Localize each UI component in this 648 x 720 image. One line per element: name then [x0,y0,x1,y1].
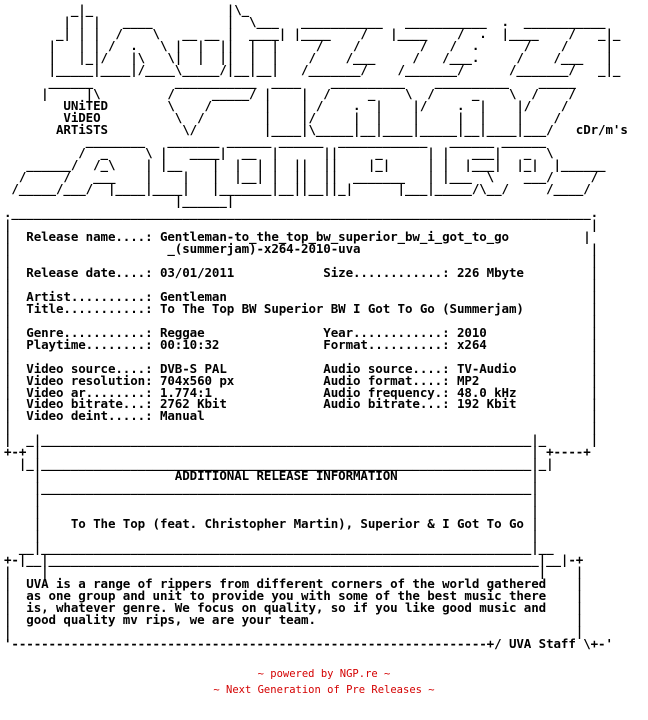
info-box-line: | Release name....: Gentleman-to_the_top_bw_superior_bw_i_got_to_go | [4,229,591,245]
info-box-line: | | [4,217,599,233]
info-box-line: | Video deint.....: Manual | [4,408,599,424]
info-box-line: | | [4,276,599,292]
info-box-line: | _|__________________________________________________________________|_ | [4,432,599,448]
info-box-line: | | | | [4,563,584,579]
info-box-line: | | [4,312,599,328]
info-box-line: | | [4,420,599,436]
info-box-line: +-|__|__________________________________________________________________|__|-+ [4,551,584,567]
info-box-line: | Release date....: 03/01/2011 Size............: 226 Mbyte | [4,264,599,280]
info-box-line: | | [4,623,584,639]
info-box-line: .______________________________________________________________________________. [4,205,599,221]
info-box-line: | Playtime........: 00:10:32 Format..........: x264 | [4,336,599,352]
info-box-line: | as one group and unit to provide you with some of the best music there | [4,587,584,603]
powered-by-footer: ~ powered by NGP.re ~ [257,668,391,680]
info-box-line: '----------------------------------------------------------------+/ UVA Staff \+-' [4,635,613,651]
info-box-line: | Title...........: To The Top BW Superior BW I Got To Go (Summerjam) | [4,300,599,316]
info-box-line: | Artist..........: Gentleman | [4,288,599,304]
info-box-line: | Video bitrate...: 2762 Kbit Audio bitrate...: 192 Kbit | [4,396,599,412]
info-box-line: | | [33,504,539,520]
info-box-line: |_|__________________________________________________________________|_| [18,456,554,472]
info-box-line: | | [4,253,599,269]
info-box-line: | | [33,527,539,543]
info-box-line: | Video ar........: 1.774:1 Audio frequency.: 48.0 kHz | [4,384,599,400]
nfo-ascii-document [4,4,628,649]
info-box-line: __|__________________________________________________________________|__ [18,539,554,555]
info-box-line: +-+ | | +----+ [4,444,591,460]
info-box-line: | ADDITIONAL RELEASE INFORMATION | [33,468,539,484]
info-box-line: | good quality mv rips, we are your team. | [4,611,584,627]
info-box-line: | To The Top (feat. Christopher Martin), Superior & I Got To Go | [33,515,539,531]
info-box-line: | Genre...........: Reggae Year............: 2010 | [4,324,599,340]
info-box-line: | Video source....: DVB-S PAL Audio source....: TV-Audio | [4,360,599,376]
info-box-line: |__________________________________________________________________| [33,480,539,496]
release-info-box [4,205,613,650]
info-box-line: | | [33,492,539,508]
info-box-line: | _(summerjam)-x264-2010-uva | [4,241,599,257]
uva-ascii-logo: _|_ |\_ | | | ____ | \___ ___________ ___________ . ___________ _| | | / \ __ __ | ____| |____ / |____ / . |____ / _|_ | | | / . \ | | || | | / / / / . / / | | |_|/ |\ \| | || | | / /___ / /___. / /___ | |_____|____|/____\_____/|__|__| /_______/ /_______/ /_______/ _|_ ______ ___________ ____ __________ __________ _____ | |\ / _____/ | | / _ \ / _ \ / / UNiTED \ / | | / . | |/ . | |/ / ViDEO \ / | |/ | | | | | | / ARTiSTS \/ |____|\_____|__|____|_____|__|____|___/ cDr/m's ________ _______ ______ ______ ____________ ______ ______ / _ \ | ____| __ | || _ | | ___| _ \ ______/ /_\ | |__ | | | | || || |_| | | |___| |_| |______ / / ___ | | | |__| | || || _______ | |___ \ ___/ / /_____/___/ |____|____| |_______|__||__||_| |___|_____/\__/ /____/ |______| [11,2,628,209]
info-box-line: | UVA is a range of rippers from different corners of the world gathered | [4,575,584,591]
info-box-line: | is, whatever genre. We focus on quality, so if you like good music and | [4,599,584,615]
ngp-tagline-footer: ~ Next Generation of Pre Releases ~ [213,684,435,696]
info-box-line: | | [4,348,599,364]
info-box-line: | Video resolution: 704x560 px Audio format....: MP2 | [4,372,599,388]
